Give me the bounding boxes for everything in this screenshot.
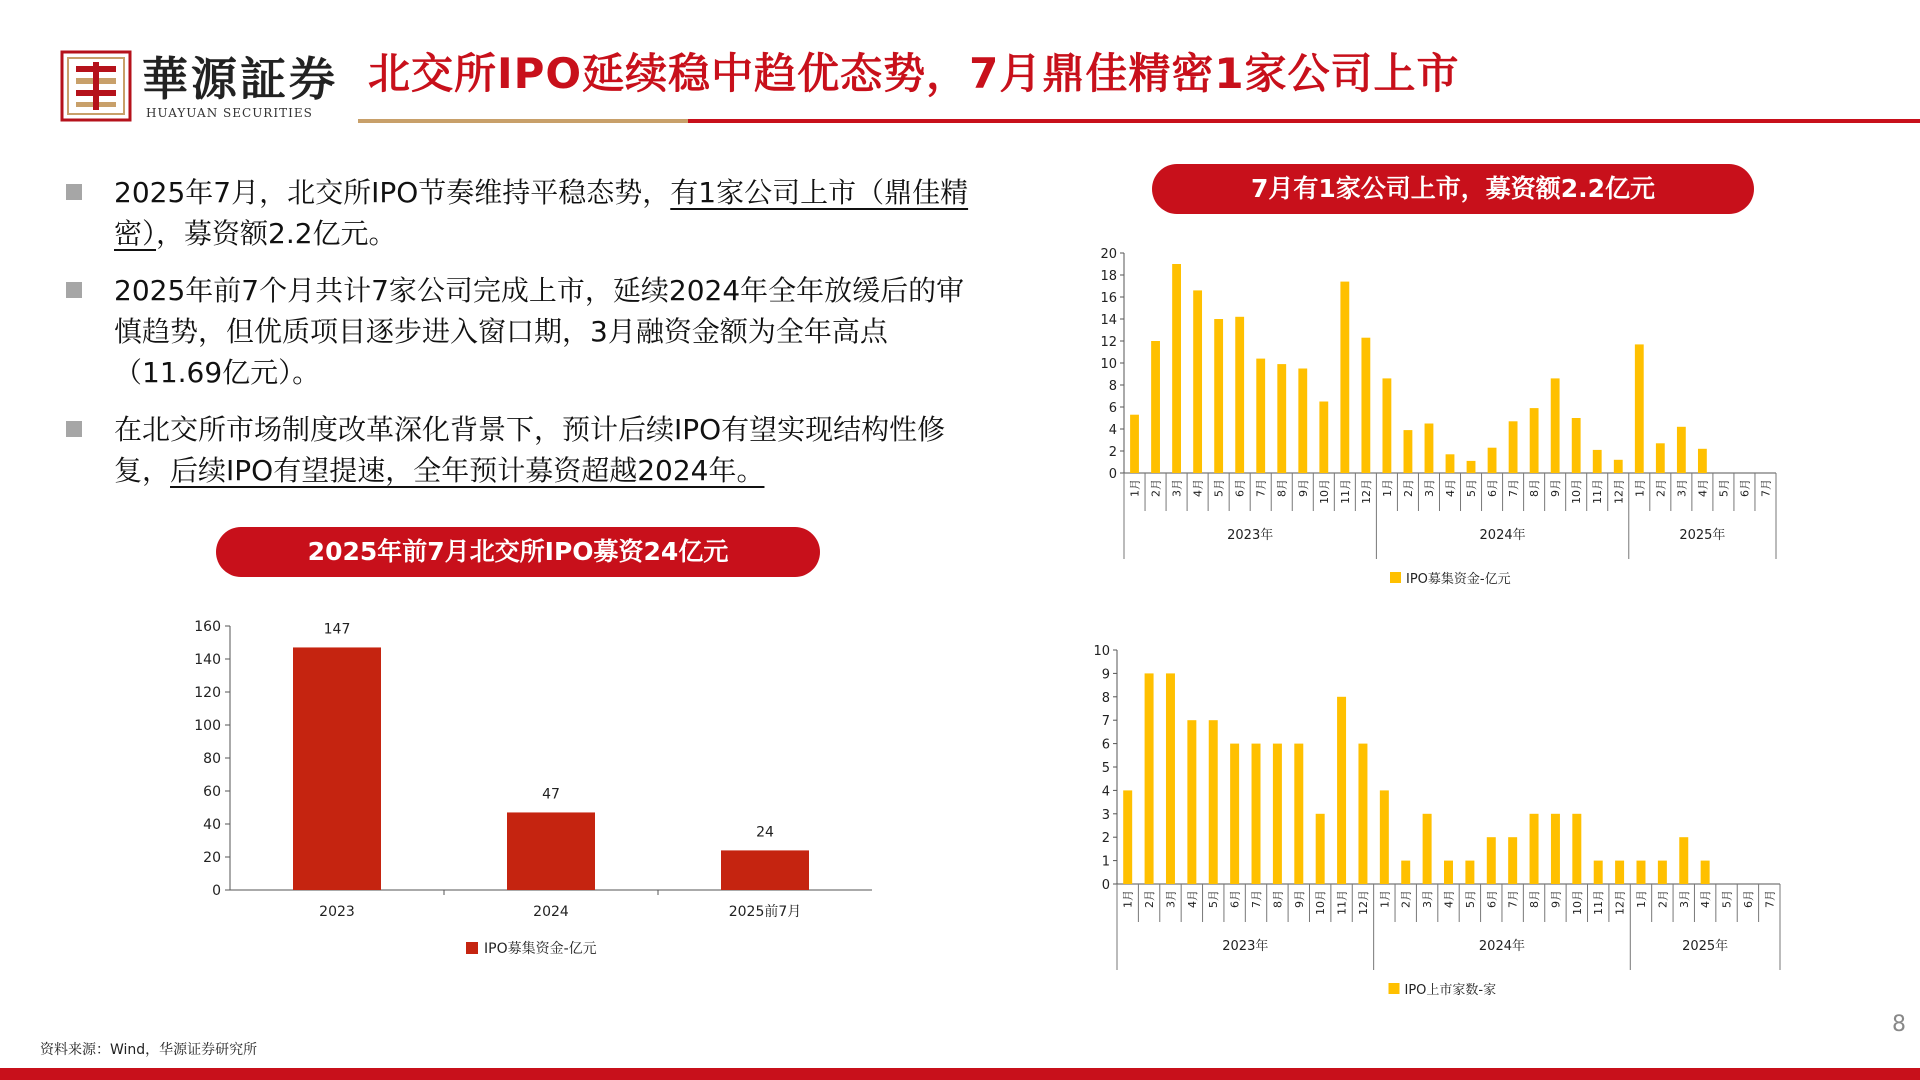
y-tick-label: 9 bbox=[1101, 667, 1110, 683]
y-tick-label: 2 bbox=[1101, 831, 1110, 847]
page-number: 8 bbox=[1892, 1012, 1906, 1037]
bar bbox=[1423, 814, 1432, 884]
x-tick-label: 8月 bbox=[1528, 479, 1542, 497]
bar bbox=[1425, 424, 1434, 474]
bar bbox=[293, 647, 381, 890]
x-tick-label: 9月 bbox=[1549, 479, 1563, 497]
x-tick-label: 6月 bbox=[1233, 479, 1247, 497]
bar bbox=[1487, 837, 1496, 884]
bar bbox=[1151, 341, 1160, 473]
x-tick-label: 5月 bbox=[1463, 890, 1477, 908]
x-tick-label: 1月 bbox=[1633, 479, 1647, 497]
x-tick-label: 4月 bbox=[1699, 890, 1713, 908]
x-tick-label: 2月 bbox=[1149, 479, 1163, 497]
y-tick-label: 20 bbox=[203, 850, 221, 866]
x-tick-label: 2月 bbox=[1399, 890, 1413, 908]
x-tick-label: 2月 bbox=[1143, 890, 1157, 908]
x-tick-label: 1月 bbox=[1634, 890, 1648, 908]
bar bbox=[1382, 378, 1391, 473]
x-tick-label: 9月 bbox=[1549, 890, 1563, 908]
monthly-chart-heading: 7月有1家公司上市，募资额2.2亿元 bbox=[1152, 164, 1754, 214]
x-tick-label: 5月 bbox=[1212, 479, 1226, 497]
bar bbox=[1530, 814, 1539, 884]
bar bbox=[1145, 673, 1154, 884]
bar bbox=[1551, 378, 1560, 473]
x-tick-label: 4月 bbox=[1444, 479, 1457, 497]
bar bbox=[1614, 460, 1623, 473]
x-tick-label: 5月 bbox=[1720, 890, 1734, 908]
data-label: 147 bbox=[323, 621, 351, 638]
bar bbox=[1358, 744, 1367, 884]
x-tick-label: 2025前7月 bbox=[728, 904, 802, 920]
y-tick-label: 80 bbox=[203, 751, 221, 767]
y-tick-label: 160 bbox=[194, 619, 221, 635]
bar bbox=[1615, 861, 1624, 884]
x-tick-label: 1月 bbox=[1128, 479, 1142, 497]
bar bbox=[1701, 861, 1710, 884]
x-tick-label: 10月 bbox=[1570, 890, 1584, 915]
bar bbox=[1404, 430, 1413, 473]
x-tick-label: 2月 bbox=[1654, 479, 1668, 497]
group-label: 2025年 bbox=[1679, 528, 1726, 543]
bar bbox=[507, 812, 595, 890]
bar bbox=[1656, 443, 1665, 473]
x-tick-label: 12月 bbox=[1612, 479, 1626, 504]
legend-swatch bbox=[1390, 572, 1401, 583]
bar bbox=[1658, 861, 1667, 884]
bar bbox=[1172, 264, 1181, 473]
annual-ipo-amount-chart bbox=[180, 610, 900, 970]
bar bbox=[1636, 861, 1645, 884]
x-tick-label: 3月 bbox=[1675, 479, 1689, 497]
x-tick-label: 7月 bbox=[1763, 890, 1777, 908]
y-tick-label: 6 bbox=[1108, 401, 1117, 416]
bar bbox=[1209, 720, 1218, 884]
group-label: 2024年 bbox=[1478, 939, 1526, 954]
bar bbox=[1252, 744, 1261, 884]
x-tick-label: 3月 bbox=[1164, 890, 1178, 908]
data-label: 47 bbox=[542, 786, 560, 803]
bar bbox=[1193, 290, 1202, 473]
group-label: 2023年 bbox=[1222, 939, 1269, 954]
bar bbox=[1230, 744, 1239, 884]
legend-swatch bbox=[1389, 983, 1400, 994]
x-tick-label: 2023 bbox=[319, 904, 355, 920]
bar bbox=[1401, 861, 1410, 884]
x-tick-label: 1月 bbox=[1378, 890, 1392, 908]
x-tick-label: 8月 bbox=[1271, 890, 1285, 908]
bullet-square-icon bbox=[66, 282, 82, 298]
x-tick-label: 9月 bbox=[1296, 479, 1310, 497]
bar bbox=[1508, 837, 1517, 884]
x-tick-label: 5月 bbox=[1717, 479, 1731, 497]
x-tick-label: 12月 bbox=[1356, 890, 1370, 915]
x-tick-label: 10月 bbox=[1570, 479, 1584, 504]
y-tick-label: 0 bbox=[212, 883, 221, 899]
x-tick-label: 11月 bbox=[1335, 890, 1349, 915]
bar bbox=[1572, 418, 1581, 473]
bar bbox=[1677, 427, 1686, 473]
x-tick-label: 1月 bbox=[1121, 890, 1135, 908]
group-label: 2025年 bbox=[1682, 939, 1729, 954]
y-tick-label: 2 bbox=[1108, 445, 1117, 460]
x-tick-label: 5月 bbox=[1465, 479, 1479, 497]
bar bbox=[1235, 317, 1244, 473]
x-tick-label: 6月 bbox=[1738, 479, 1752, 497]
bar bbox=[1444, 861, 1453, 884]
y-tick-label: 7 bbox=[1101, 714, 1110, 730]
bar bbox=[1509, 421, 1518, 473]
x-tick-label: 10月 bbox=[1317, 479, 1331, 504]
bar bbox=[1316, 814, 1325, 884]
bar bbox=[1256, 359, 1265, 473]
x-tick-label: 11月 bbox=[1591, 479, 1605, 504]
y-tick-label: 8 bbox=[1108, 379, 1117, 394]
y-tick-label: 5 bbox=[1101, 761, 1110, 776]
legend-label: IPO募集资金-亿元 bbox=[484, 941, 597, 957]
company-logo bbox=[60, 48, 360, 126]
bar bbox=[1277, 364, 1286, 473]
bar bbox=[1594, 861, 1603, 884]
y-tick-label: 6 bbox=[1101, 737, 1110, 753]
bullet-list bbox=[62, 172, 992, 507]
legend-swatch bbox=[466, 942, 478, 954]
bar bbox=[1130, 415, 1139, 473]
bar bbox=[1572, 814, 1581, 884]
y-tick-label: 3 bbox=[1101, 807, 1110, 823]
bar bbox=[1679, 837, 1688, 884]
bar bbox=[1361, 338, 1370, 473]
x-tick-label: 3月 bbox=[1170, 479, 1184, 497]
bar bbox=[1319, 402, 1328, 474]
x-tick-label: 4月 bbox=[1191, 479, 1205, 497]
legend-label: IPO募集资金-亿元 bbox=[1406, 572, 1511, 587]
bullet-underlined-text: 有1家公司上市（鼎佳精密） bbox=[114, 176, 969, 250]
bullet-text: 在北交所市场制度改革深化背景下，预计后续IPO有望实现结构性修复， bbox=[114, 413, 946, 487]
bar bbox=[1593, 450, 1602, 473]
x-tick-label: 1月 bbox=[1380, 479, 1394, 497]
x-tick-label: 12月 bbox=[1359, 479, 1373, 504]
bullet-text-tail: ，募资额2.2亿元。 bbox=[156, 217, 397, 250]
bar bbox=[1273, 744, 1282, 884]
bar bbox=[721, 850, 809, 890]
x-tick-label: 6月 bbox=[1228, 890, 1242, 908]
bar bbox=[1635, 344, 1644, 473]
x-tick-label: 7月 bbox=[1759, 479, 1773, 497]
bar bbox=[1340, 282, 1349, 473]
bar bbox=[1380, 790, 1389, 884]
group-label: 2023年 bbox=[1227, 528, 1274, 543]
bar bbox=[1467, 461, 1476, 473]
y-tick-label: 40 bbox=[203, 817, 221, 833]
bar bbox=[1298, 369, 1307, 474]
y-tick-label: 20 bbox=[1100, 247, 1117, 262]
bar bbox=[1337, 697, 1346, 884]
x-tick-label: 12月 bbox=[1613, 890, 1627, 915]
x-tick-label: 4月 bbox=[1185, 890, 1199, 908]
bar bbox=[1446, 454, 1455, 473]
x-tick-label: 7月 bbox=[1254, 479, 1268, 497]
annual-chart-heading: 2025年前7月北交所IPO募资24亿元 bbox=[216, 527, 820, 577]
page-title: 北交所IPO延续稳中趋优态势，7月鼎佳精密1家公司上市 bbox=[368, 49, 1460, 98]
bar bbox=[1551, 814, 1560, 884]
legend-label: IPO上市家数-家 bbox=[1404, 983, 1497, 998]
y-tick-label: 4 bbox=[1108, 423, 1117, 438]
bar bbox=[1698, 449, 1707, 473]
y-tick-label: 12 bbox=[1100, 335, 1117, 350]
x-tick-label: 2月 bbox=[1656, 890, 1670, 908]
x-tick-label: 4月 bbox=[1442, 890, 1456, 908]
x-tick-label: 11月 bbox=[1592, 890, 1606, 915]
x-tick-label: 9月 bbox=[1292, 890, 1306, 908]
x-tick-label: 2024 bbox=[533, 904, 569, 920]
x-tick-label: 4月 bbox=[1696, 479, 1710, 497]
x-tick-label: 3月 bbox=[1677, 890, 1691, 908]
monthly-ipo-amount-chart bbox=[1080, 240, 1790, 600]
x-tick-label: 7月 bbox=[1250, 890, 1264, 908]
y-tick-label: 10 bbox=[1100, 357, 1117, 372]
title-divider-red bbox=[688, 119, 1920, 123]
y-tick-label: 60 bbox=[203, 784, 221, 800]
y-tick-label: 4 bbox=[1101, 784, 1110, 800]
monthly-ipo-count-chart bbox=[1080, 640, 1790, 1010]
bar bbox=[1187, 720, 1196, 884]
logo-chinese-name: 華源証券 bbox=[142, 52, 338, 106]
bullet-item-2 bbox=[62, 270, 992, 393]
y-tick-label: 1 bbox=[1101, 854, 1110, 870]
x-tick-label: 7月 bbox=[1506, 890, 1520, 908]
x-tick-label: 6月 bbox=[1486, 479, 1500, 497]
bar bbox=[1123, 790, 1132, 884]
bullet-text: 2025年7月，北交所IPO节奏维持平稳态势， bbox=[114, 176, 671, 209]
bullet-underlined-text: 后续IPO有望提速，全年预计募资超越2024年。 bbox=[170, 454, 765, 487]
logo-english-name: HUAYUAN SECURITIES bbox=[146, 106, 313, 120]
x-tick-label: 6月 bbox=[1485, 890, 1499, 908]
bar bbox=[1488, 448, 1497, 473]
bar bbox=[1214, 319, 1223, 473]
y-tick-label: 0 bbox=[1108, 467, 1117, 482]
data-label: 24 bbox=[756, 824, 774, 841]
x-tick-label: 10月 bbox=[1314, 890, 1328, 915]
x-tick-label: 3月 bbox=[1421, 890, 1435, 908]
y-tick-label: 100 bbox=[194, 718, 221, 734]
bar bbox=[1465, 861, 1474, 884]
y-tick-label: 10 bbox=[1093, 644, 1110, 659]
x-tick-label: 5月 bbox=[1207, 890, 1221, 908]
x-tick-label: 6月 bbox=[1741, 890, 1755, 908]
group-label: 2024年 bbox=[1479, 528, 1526, 543]
x-tick-label: 11月 bbox=[1338, 479, 1352, 504]
y-tick-label: 0 bbox=[1101, 878, 1110, 893]
x-tick-label: 7月 bbox=[1507, 479, 1521, 497]
title-divider-gold bbox=[358, 119, 688, 123]
source-note: 资料来源：Wind，华源证券研究所 bbox=[40, 1042, 258, 1058]
bullet-square-icon bbox=[66, 421, 82, 437]
y-tick-label: 120 bbox=[194, 685, 221, 701]
x-tick-label: 2月 bbox=[1401, 479, 1415, 497]
y-tick-label: 14 bbox=[1100, 313, 1117, 328]
bullet-item-3 bbox=[62, 409, 992, 491]
x-tick-label: 3月 bbox=[1422, 479, 1436, 497]
footer-bar bbox=[0, 1068, 1920, 1080]
y-tick-label: 140 bbox=[194, 652, 221, 668]
logo-seal-icon bbox=[60, 50, 132, 122]
bar bbox=[1530, 408, 1539, 473]
bar bbox=[1166, 673, 1175, 884]
x-tick-label: 8月 bbox=[1275, 479, 1289, 497]
y-tick-label: 16 bbox=[1100, 291, 1117, 306]
bullet-item-1 bbox=[62, 172, 992, 254]
bullet-square-icon bbox=[66, 184, 82, 200]
bar bbox=[1294, 744, 1303, 884]
bullet-text: 2025年前7个月共计7家公司完成上市，延续2024年全年放缓后的审慎趋势，但优质项目逐步进入窗口期，3月融资金额为全年高点（11.69亿元）。 bbox=[114, 274, 965, 389]
x-tick-label: 8月 bbox=[1528, 890, 1542, 908]
y-tick-label: 18 bbox=[1100, 269, 1117, 284]
y-tick-label: 8 bbox=[1101, 690, 1110, 706]
